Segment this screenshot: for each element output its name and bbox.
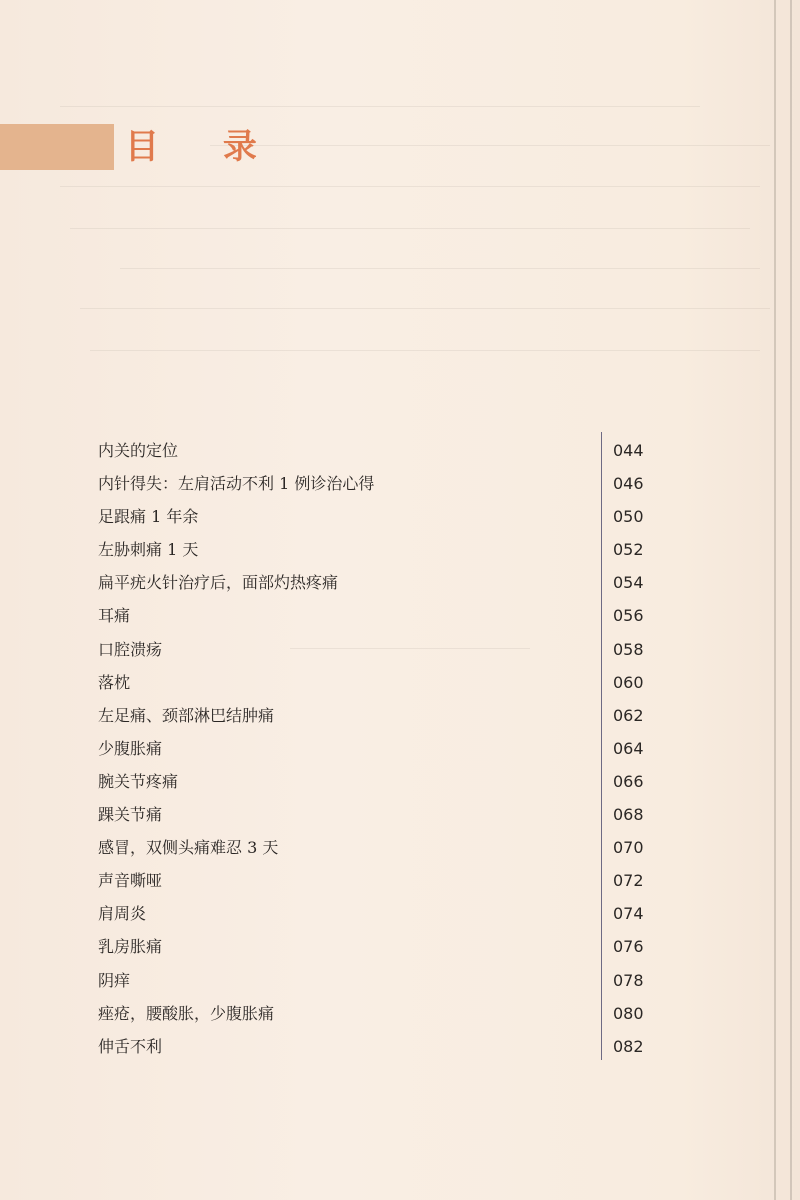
toc-entry-page: 076 — [613, 937, 644, 957]
bleed-through-line — [80, 308, 770, 309]
toc-entry[interactable] — [0, 964, 800, 997]
toc-entry[interactable] — [0, 864, 800, 897]
toc-entry-title: 声音嘶哑 — [98, 871, 163, 891]
title-accent-bar — [0, 124, 114, 170]
page-title: 目 录 — [125, 127, 283, 167]
toc-entry[interactable] — [0, 566, 800, 599]
toc-entry-page: 054 — [613, 573, 644, 593]
toc-entry[interactable] — [0, 500, 800, 533]
toc-entry[interactable] — [0, 434, 800, 467]
toc-entry-title: 感冒，双侧头痛难忍 3 天 — [98, 838, 279, 858]
toc-entry-page: 046 — [613, 474, 644, 494]
toc-entry-page: 064 — [613, 738, 644, 758]
toc-entry-page: 058 — [613, 639, 644, 659]
toc-entry-page: 068 — [613, 805, 644, 825]
toc-entry-page: 080 — [613, 1003, 644, 1023]
toc-entry-page: 070 — [613, 838, 644, 858]
toc-entry-page: 074 — [613, 904, 644, 924]
bleed-through-line — [210, 145, 770, 146]
toc-entry-title: 阴痒 — [98, 970, 131, 990]
toc-entry-title: 腕关节疼痛 — [98, 771, 179, 791]
toc-entry[interactable] — [0, 765, 800, 798]
toc-entry[interactable] — [0, 666, 800, 699]
bleed-through-line — [120, 268, 760, 269]
toc-entry[interactable] — [0, 533, 800, 566]
toc-entry-page: 056 — [613, 606, 644, 626]
bleed-through-line — [70, 228, 750, 229]
toc-entry-title: 内针得失：左肩活动不利 1 例诊治心得 — [98, 474, 375, 494]
toc-entry-title: 乳房胀痛 — [98, 937, 163, 957]
toc-entry[interactable] — [0, 599, 800, 632]
toc-entry-title: 伸舌不利 — [98, 1036, 163, 1056]
bleed-through-line — [90, 350, 760, 351]
toc-entry-title: 落枕 — [98, 672, 131, 692]
toc-entry[interactable] — [0, 831, 800, 864]
toc-entry[interactable] — [0, 1030, 800, 1063]
toc-entry[interactable] — [0, 897, 800, 930]
toc-entry-page: 052 — [613, 540, 644, 560]
toc-entry-title: 耳痛 — [98, 606, 131, 626]
toc-entry[interactable] — [0, 467, 800, 500]
toc-entry[interactable] — [0, 997, 800, 1030]
toc-entry-page: 062 — [613, 705, 644, 725]
toc-entry-page: 082 — [613, 1036, 644, 1056]
toc-entry-page: 044 — [613, 441, 644, 460]
toc-entry[interactable] — [0, 633, 800, 666]
toc-entry[interactable] — [0, 732, 800, 765]
toc-entry-title: 左胁刺痛 1 天 — [98, 540, 199, 560]
toc-entry-title: 内关的定位 — [98, 441, 179, 460]
toc-entry-page: 078 — [613, 970, 644, 990]
toc-entry-title: 扁平疣火针治疗后，面部灼热疼痛 — [98, 573, 339, 593]
toc-entry-page: 072 — [613, 871, 644, 891]
toc-entry-page: 050 — [613, 507, 644, 527]
toc-entry-page: 066 — [613, 771, 644, 791]
toc-entry-title: 少腹胀痛 — [98, 738, 163, 758]
toc-entry[interactable] — [0, 699, 800, 732]
toc-entry-page: 060 — [613, 672, 644, 692]
toc-entry[interactable] — [0, 930, 800, 963]
toc-entry-title: 口腔溃疡 — [98, 639, 163, 659]
toc-entry-title: 足跟痛 1 年余 — [98, 507, 199, 527]
toc-entry-title: 左足痛、颈部淋巴结肿痛 — [98, 705, 275, 725]
bleed-through-line — [60, 106, 700, 107]
toc-entry-title: 踝关节痛 — [98, 805, 163, 825]
toc-entry-title: 肩周炎 — [98, 904, 147, 924]
bleed-through-line — [60, 186, 760, 187]
toc-entry[interactable] — [0, 798, 800, 831]
toc-list — [0, 434, 800, 1063]
toc-entry-title: 痤疮，腰酸胀，少腹胀痛 — [98, 1003, 275, 1023]
